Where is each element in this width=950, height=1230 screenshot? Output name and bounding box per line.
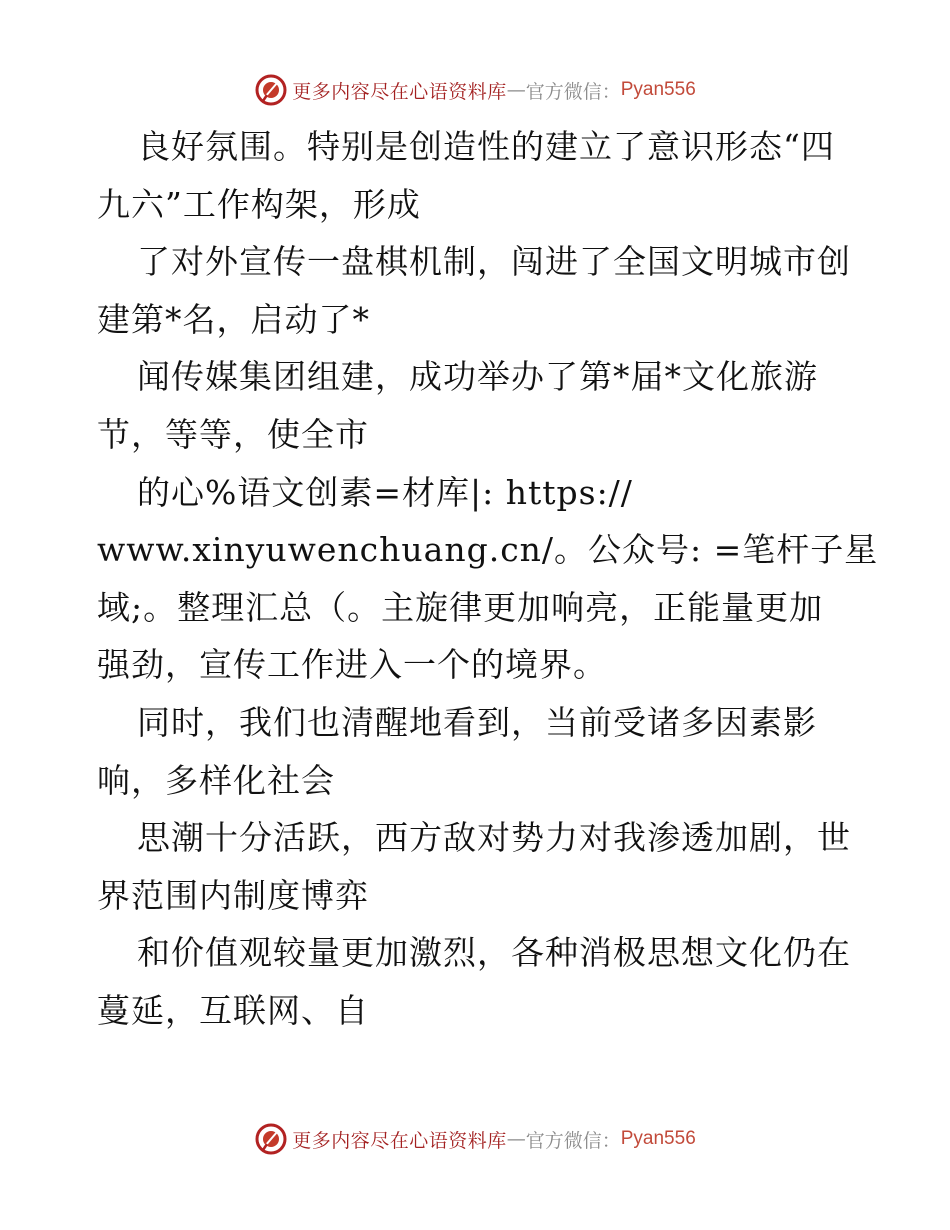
footer-banner — [0, 1119, 950, 1159]
banner-wechat-id: Pyan556 — [620, 79, 696, 100]
text-line: 界范围内制度博弈 — [97, 875, 369, 915]
banner-separator: — — [506, 1128, 526, 1150]
banner-title: 更多内容尽在心语资料库 — [292, 1129, 507, 1152]
text-line: 闻传媒集团组建，成功举办了第*届*文化旅游 — [137, 357, 818, 397]
text-line: 思潮十分活跃，西方敌对势力对我渗透加剧，世 — [137, 818, 851, 858]
seal-logo-icon — [254, 73, 288, 107]
text-line: 蔓延，互联网、自 — [97, 990, 369, 1030]
text-line: 九六”工作构架，形成 — [97, 184, 421, 224]
banner-title: 更多内容尽在心语资料库 — [292, 80, 507, 103]
text-line: 建第*名，启动了* — [97, 299, 370, 339]
seal-logo-icon — [254, 1122, 288, 1156]
text-line: 和价值观较量更加激烈，各种消极思想文化仍在 — [137, 933, 851, 973]
text-line: 了对外宣传一盘棋机制，闯进了全国文明城市创 — [137, 242, 851, 282]
banner-wechat-id: Pyan556 — [620, 1128, 696, 1149]
text-line: 域;。整理汇总（。主旋律更加响亮，正能量更加 — [97, 587, 824, 627]
banner-separator: — — [506, 79, 526, 101]
banner-wechat-label: 官方微信： — [525, 80, 621, 103]
text-line: www.xinyuwenchuang.cn/。公众号: =笔杆子星 — [97, 530, 879, 570]
text-line: 节，等等，使全市 — [97, 414, 369, 454]
text-line: 响，多样化社会 — [97, 760, 335, 800]
text-line: 强劲，宣传工作进入一个的境界。 — [97, 645, 607, 685]
text-line: 同时，我们也清醒地看到，当前受诸多因素影 — [137, 702, 817, 742]
text-line: 良好氛围。特别是创造性的建立了意识形态“四 — [137, 127, 835, 166]
header-banner — [0, 70, 950, 110]
banner-wechat-label: 官方微信： — [525, 1129, 621, 1152]
document-body — [97, 118, 879, 1040]
text-line: 的心%语文创素=材库|: https:// — [137, 472, 633, 512]
